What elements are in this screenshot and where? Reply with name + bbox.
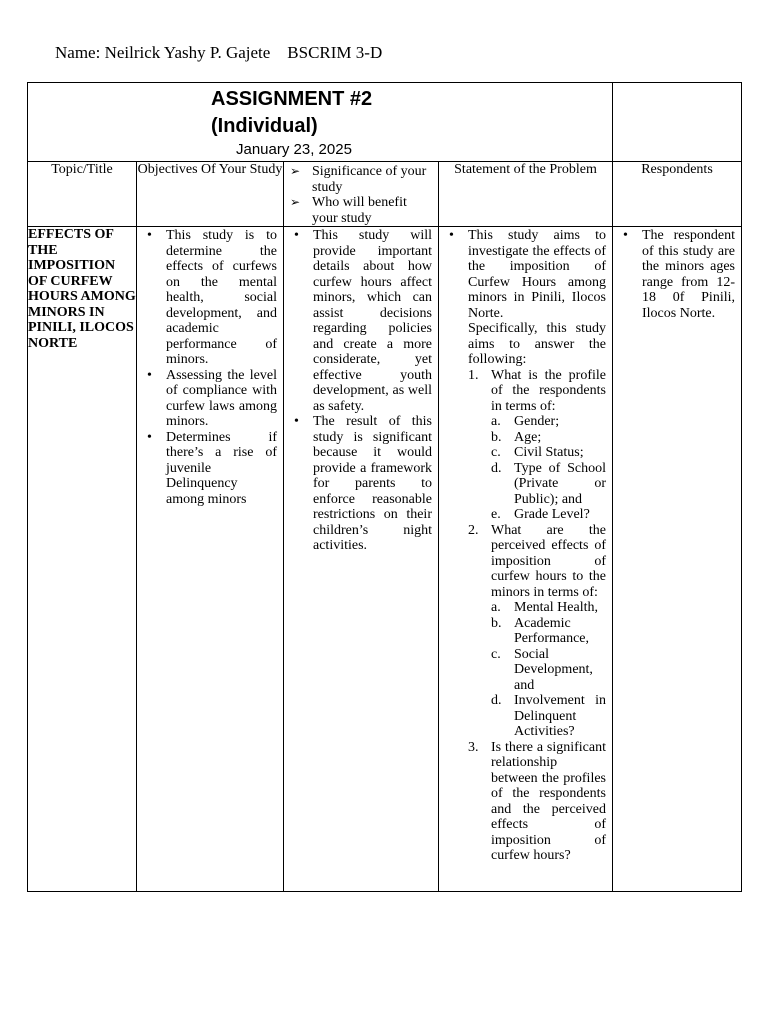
significance-cell: [284, 227, 439, 892]
assignment-type: (Individual): [211, 115, 318, 137]
bullet-icon: •: [147, 228, 152, 243]
respondent-item: • The respondent of this study are the minors ages range from 12-18 0f Pinili, Ilocos Norte.: [623, 228, 735, 321]
sub-item: b. Academic Performance,: [491, 615, 590, 646]
header-significance-item: ➢ Who will benefit your study: [290, 195, 407, 226]
header-objectives: Objectives Of Your Study: [137, 162, 284, 227]
statement-block: [445, 228, 606, 864]
problem-question: 1. What is the profile of the respondents in terms of: a. Gender; b. Age; c. Civil Status; d. Type of School (Private or Public); and e. Grade Level?: [468, 367, 606, 522]
objectives-cell: [137, 227, 284, 892]
assignment-table: [27, 82, 742, 892]
title-cell: [28, 83, 613, 162]
arrow-bullet-icon: ➢: [290, 164, 301, 178]
assignment-date: January 23, 2025: [236, 141, 352, 158]
statement-intro: This study aims to investigate the effects of the imposition of Curfew Hours among minors in Pinili, Ilocos Norte.: [468, 228, 606, 321]
arrow-bullet-icon: ➢: [290, 195, 301, 209]
bullet-icon: •: [449, 228, 454, 243]
bullet-icon: •: [147, 429, 152, 445]
header-statement: Statement of the Problem: [439, 162, 613, 227]
significance-item: • The result of this study is significant because it would provide a framework for parents to enforce reasonable restrictions on their children’s night activities.: [294, 414, 432, 553]
sub-item: c. Social Development, and: [491, 646, 593, 693]
sub-item: d. Type of School (Private or Public); and: [491, 460, 606, 507]
objective-item: • Determines if there’s a rise of juvenile Delinquency among minors: [147, 429, 277, 507]
sub-item: d. Involvement in Delinquent Activities?: [491, 693, 606, 739]
sub-item: a. Mental Health,: [491, 600, 598, 615]
objective-item: • This study is to determine the effects of curfews on the mental health, social development, and academic performance of minors.: [147, 228, 277, 367]
name-line: Name: Neilrick Yashy P. Gajete BSCRIM 3-D: [55, 43, 383, 62]
problem-question: 3. Is there a significant relationship between the profiles of the respondents and the perceived effects of imposition of curfew hours?: [468, 739, 606, 863]
sub-item: e. Grade Level?: [491, 507, 590, 522]
sub-item: c. Civil Status;: [491, 445, 584, 460]
statement-cell: [439, 227, 613, 892]
header-significance: [284, 162, 439, 227]
objective-item: • Assessing the level of compliance with curfew laws among minors.: [147, 367, 277, 429]
assignment-title: ASSIGNMENT #2: [211, 88, 373, 110]
bullet-icon: •: [147, 367, 152, 383]
bullet-icon: •: [294, 414, 299, 429]
problem-question: 2. What are the perceived effects of imposition of curfew hours to the minors in terms of: a. Mental Health, b. Academic Performance, c. Social Development, and d. Involvement in Delinquent Activities?: [468, 522, 606, 739]
sub-item: a. Gender;: [491, 414, 560, 429]
topic-cell: EFFECTS OF THE IMPOSITION OF CURFEW HOURS AMONG MINORS IN PINILI, ILOCOS NORTE: [28, 227, 137, 892]
title-empty-cell: [613, 83, 742, 162]
respondents-cell: [613, 227, 742, 892]
bullet-icon: •: [294, 228, 299, 243]
header-topic: Topic/Title: [28, 162, 137, 227]
header-significance-item: ➢ Significance of your study: [290, 164, 427, 195]
statement-specifically: Specifically, this study aims to answer the following:: [468, 321, 606, 367]
bullet-icon: •: [623, 228, 628, 243]
header-respondents: Respondents: [613, 162, 742, 227]
sub-item: b. Age;: [491, 429, 542, 445]
significance-item: • This study will provide important details about how curfew hours affect minors, which can assist decisions regarding policies and create a more considerate, yet effective youth development, as well as safety.: [294, 228, 432, 414]
